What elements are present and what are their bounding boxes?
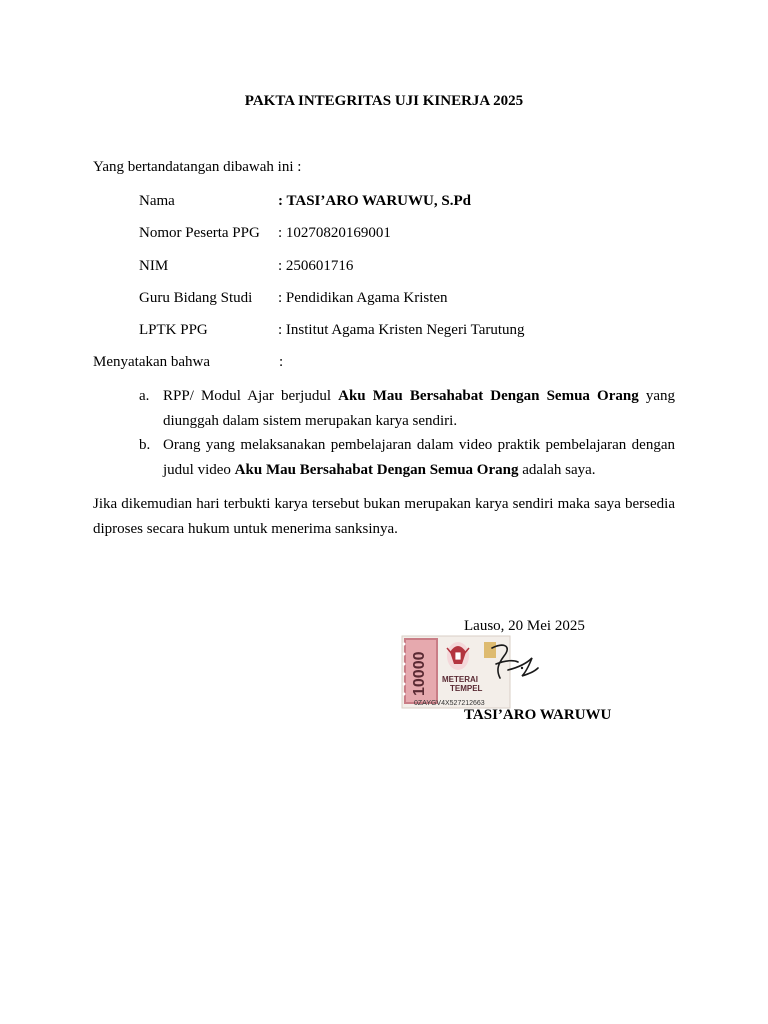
place-date: Lauso, 20 Mei 2025 — [464, 618, 585, 634]
field-value: : 250601716 — [278, 258, 354, 274]
statement-label: Menyatakan bahwa — [93, 354, 211, 370]
module-title: Aku Mau Bersahabat Dengan Semua Orang — [338, 388, 639, 404]
statement-colon: : — [279, 354, 284, 370]
field-value: : Pendidikan Agama Kristen — [278, 290, 448, 306]
field-label: LPTK PPG — [139, 322, 208, 338]
signer-name: TASI’ARO WARUWU — [464, 707, 612, 723]
list-item-text — [163, 433, 675, 483]
video-title: Aku Mau Bersahabat Dengan Semua Orang — [234, 462, 519, 478]
field-label: Nomor Peserta PPG — [139, 225, 260, 241]
document-title: PAKTA INTEGRITAS UJI KINERJA 2025 — [244, 93, 524, 109]
stamp-label-2: TEMPEL — [450, 684, 483, 693]
stamp-signature-graphic — [400, 634, 545, 710]
intro-text: Yang bertandatangan dibawah ini : — [93, 159, 302, 175]
stamp-value — [411, 651, 428, 696]
field-value: : 10270820169001 — [278, 225, 391, 241]
list-marker: a. — [139, 388, 150, 404]
meterai-stamp — [400, 634, 545, 710]
field-value: : Institut Agama Kristen Negeri Tarutung — [278, 322, 525, 338]
list-marker: b. — [139, 437, 151, 453]
stamp-label: METERAI — [442, 675, 478, 684]
text-run: RPP/ Modul Ajar berjudul — [163, 388, 339, 404]
statement-line — [93, 354, 353, 371]
svg-text:0ZAYGV4X527212663: 0ZAYGV4X527212663 — [414, 700, 485, 707]
field-value: : TASI’ARO WARUWU, S.Pd — [278, 193, 471, 209]
field-label: NIM — [139, 258, 169, 274]
text-run: adalah saya. — [518, 462, 596, 478]
field-label: Nama — [139, 193, 175, 209]
list-item-text — [163, 384, 675, 434]
field-label: Guru Bidang Studi — [139, 290, 253, 306]
garuda-emblem-icon — [447, 642, 469, 670]
stamp-serial — [414, 700, 485, 707]
closing-paragraph: Jika dikemudian hari terbukti karya tersebut bukan merupakan karya sendiri maka saya bersedia diproses secara hukum untuk menerima sanksinya. — [93, 496, 675, 537]
text-run: yang diunggah dalam sistem merupakan karya sendiri. — [163, 388, 675, 429]
svg-text:10000: 10000 — [411, 651, 428, 696]
text-run: Orang yang melaksanakan pembelajaran dalam video praktik pembelajaran dengan judul video — [163, 437, 675, 478]
